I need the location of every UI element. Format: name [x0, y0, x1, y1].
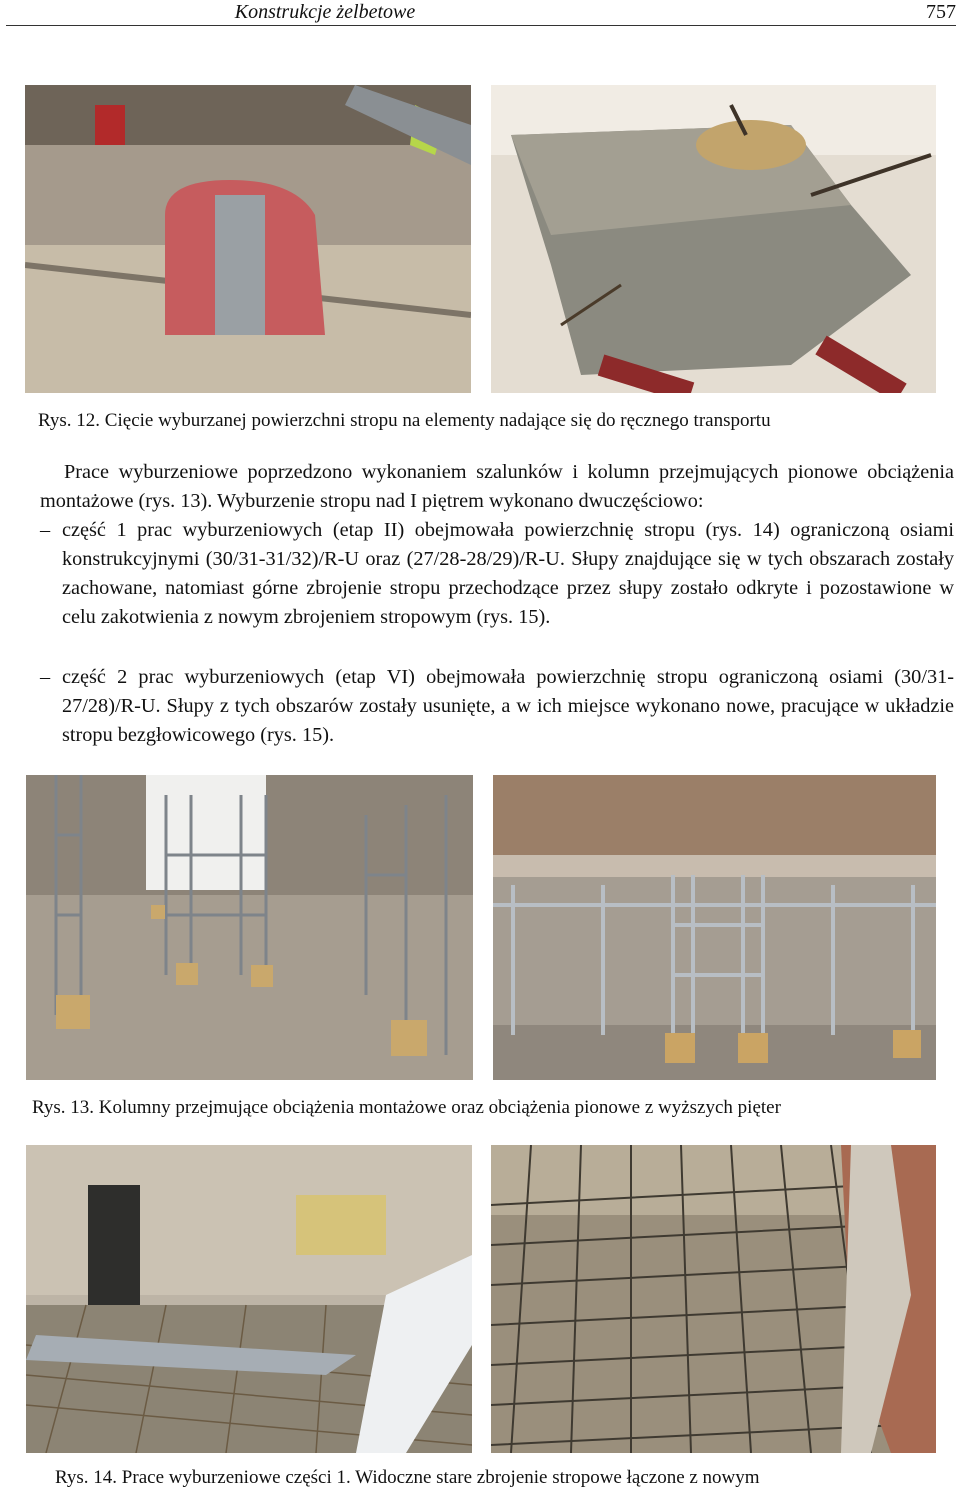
list-item-2-text: część 2 prac wyburzeniowych (etap VI) obejmowała powierzchnię stropu ograniczoną osiami (30/31-27/28)/R-U. Słupy z tych obszarów zostały usunięte, a w ich miejsce wykonano nowe, pracujące w układzie stropu bezgłowicowego (rys. 15).	[62, 666, 954, 746]
running-title: Konstrukcje żelbetowe	[234, 1, 416, 23]
intro-paragraph: Prace wyburzeniowe poprzedzono wykonaniem szalunków i kolumn przejmujących pionowe obciążenia montażowe (rys. 13). Wyburzenie stropu nad I piętrem wykonano dwuczęściowo:	[40, 461, 954, 512]
figure12-photo-concrete-block	[491, 85, 936, 393]
figure12-caption: Rys. 12. Cięcie wyburzanej powierzchni stropu na elementy nadające się do ręcznego transportu	[38, 410, 771, 431]
list-item-1-text: część 1 prac wyburzeniowych (etap II) obejmowała powierzchnię stropu (rys. 14) ograniczoną osiami konstrukcyjnymi (30/31-31/32)/R-U oraz (27/28-28/29)/R-U. Słupy znajdujące się w tych obszarach zostały zachowane, natomiast górne zbrojenie stropu przechodzące przez słupy zostało odkryte i pozostawione w celu zakotwienia z nowym zbrojeniem stropowym (rys. 15).	[62, 519, 954, 628]
figure12-photo-saw	[25, 85, 471, 393]
list-marker: –	[40, 519, 51, 541]
list-item-1	[40, 516, 954, 632]
list-item-2	[40, 663, 954, 750]
figure13-photo-scaffolding-left	[26, 775, 473, 1080]
figure13-caption: Rys. 13. Kolumny przejmujące obciążenia montażowe oraz obciążenia pionowe z wyższych pięter	[32, 1097, 781, 1118]
figure14-caption: Rys. 14. Prace wyburzeniowe części 1. Widoczne stare zbrojenie stropowe łączone z nowym	[55, 1467, 760, 1488]
figure14-photo-rebar-right	[491, 1145, 936, 1453]
figure13-photo-scaffolding-right	[493, 775, 936, 1080]
figure14-photo-demolition-left	[26, 1145, 472, 1453]
page-number: 757	[926, 1, 956, 23]
header-rule	[6, 25, 956, 26]
list-marker: –	[40, 666, 51, 688]
